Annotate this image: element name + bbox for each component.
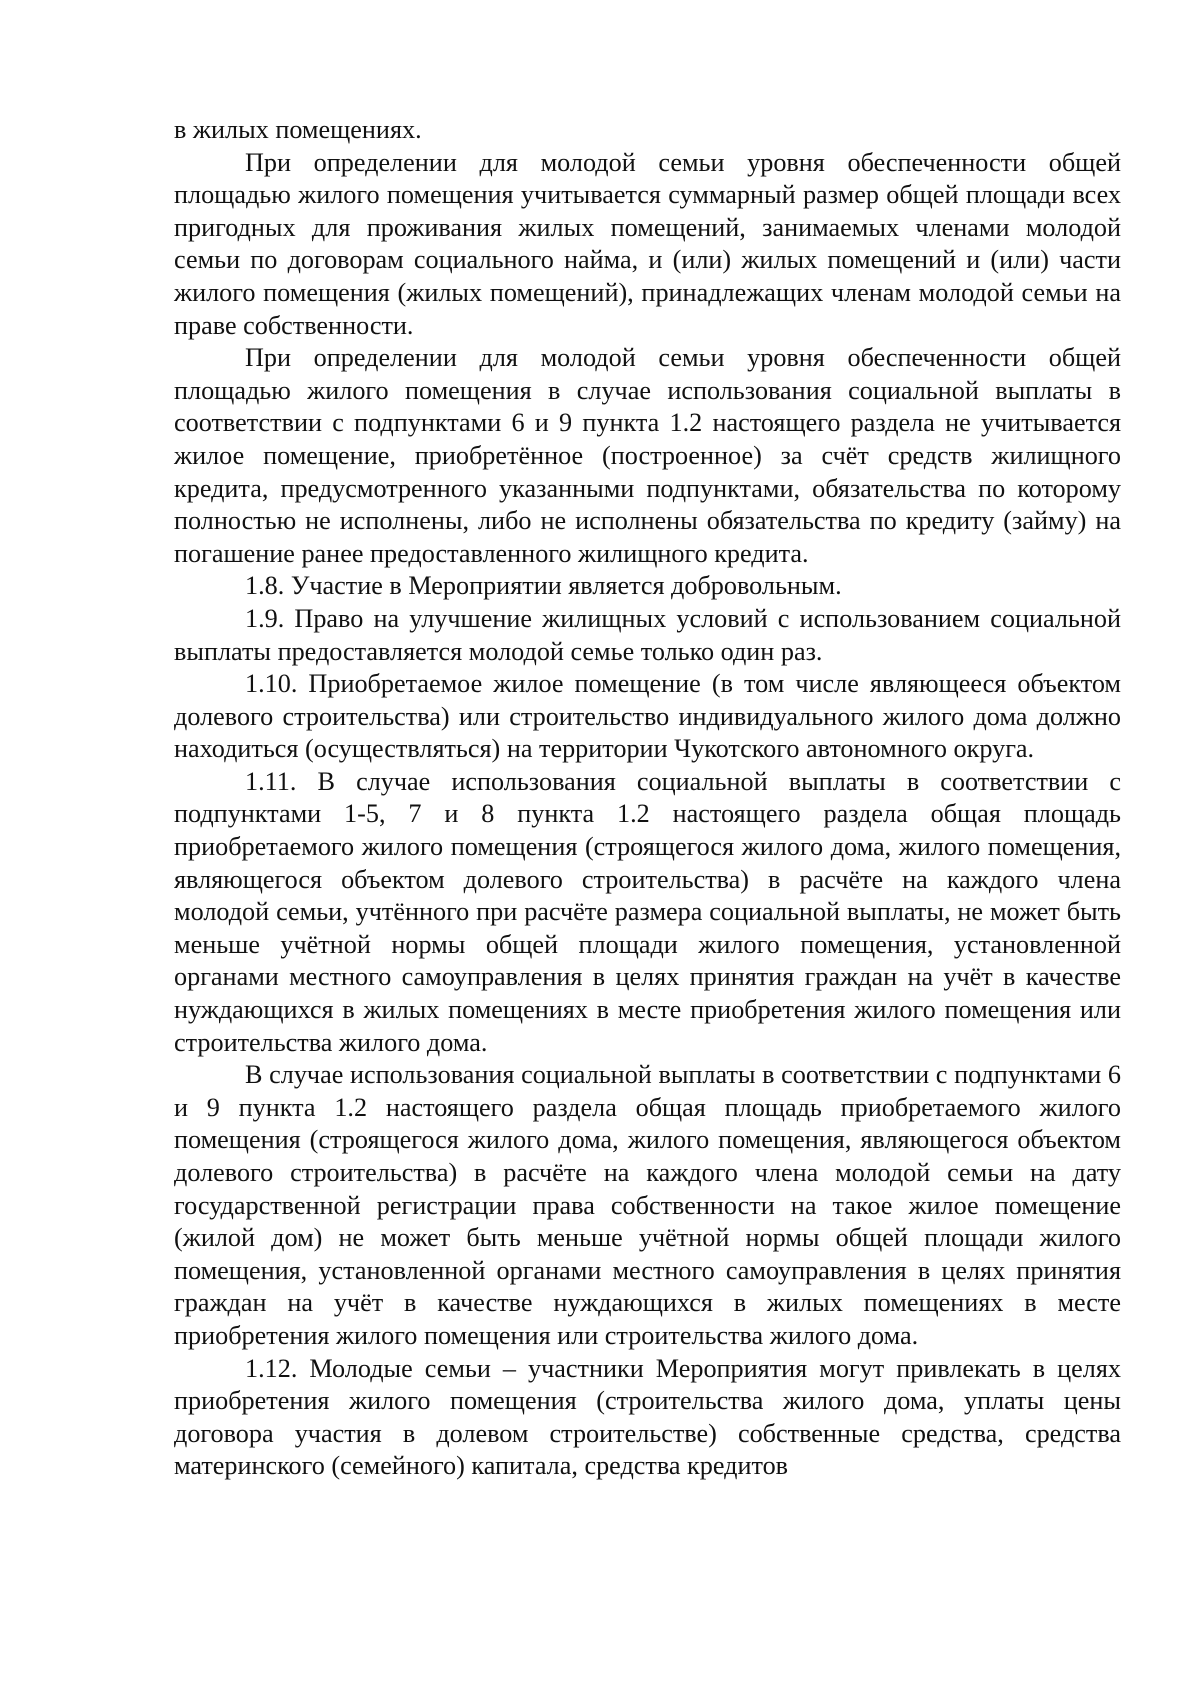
document-page	[174, 114, 1121, 1483]
paragraph-clause-1-8: 1.8. Участие в Мероприятии является добровольным.	[245, 571, 842, 601]
paragraph-clause-1-9: 1.9. Право на улучшение жилищных условий с использованием социальной выплаты предоставляется молодой семье только один раз.	[174, 603, 1121, 666]
paragraph-clause-1-11-continued: В случае использования социальной выплаты в соответствии с подпунктами 6 и 9 пункта 1.2 настоящего раздела общая площадь приобретаемого жилого помещения (строящегося жилого дома, жилого помещения, являющегося объектом долевого строительства) в расчёте на каждого члена молодой семьи на дату государственной регистрации права собственности на такое жилое помещение (жилой дом) не может быть меньше учётной нормы общей площади жилого помещения, установленной органами местного самоуправления в целях принятия граждан на учёт в качестве нуждающихся в жилых помещениях в месте приобретения жилого помещения или строительства жилого дома.	[174, 1060, 1121, 1350]
paragraph-housing-credit-exclusion: При определении для молодой семьи уровня обеспеченности общей площадью жилого помещения в случае использования социальной выплаты в соответствии с подпунктами 6 и 9 пункта 1.2 настоящего раздела не учитывается жилое помещение, приобретённое (построенное) за счёт средств жилищного кредита, предусмотренного указанными подпунктами, обязательства по которому полностью не исполнены, либо не исполнены обязательства по кредиту (займу) на погашение ранее предоставленного жилищного кредита.	[174, 343, 1121, 568]
paragraph-clause-1-12: 1.12. Молодые семьи – участники Мероприятия могут привлекать в целях приобретения жилого помещения (строительства жилого дома, уплаты цены договора участия в долевом строительстве) собственные средства, средства материнского (семейного) капитала, средства кредитов	[174, 1353, 1121, 1481]
paragraph-continuation: в жилых помещениях.	[174, 115, 422, 144]
paragraph-housing-area-calculation: При определении для молодой семьи уровня обеспеченности общей площадью жилого помещения учитывается суммарный размер общей площади всех пригодных для проживания жилых помещений, занимаемых членами молодой семьи по договорам социального найма, и (или) жилых помещений и (или) части жилого помещения (жилых помещений), принадлежащих членам молодой семьи на праве собственности.	[174, 147, 1121, 340]
paragraph-clause-1-11: 1.11. В случае использования социальной выплаты в соответствии с подпунктами 1-5, 7 и 8 пункта 1.2 настоящего раздела общая площадь приобретаемого жилого помещения (строящегося жилого дома, жилого помещения, являющегося объектом долевого строительства) в расчёте на каждого члена молодой семьи, учтённого при расчёте размера социальной выплаты, не может быть меньше учётной нормы общей площади жилого помещения, установленной органами местного самоуправления в целях принятия граждан на учёт в качестве нуждающихся в жилых помещениях в месте приобретения жилого помещения или строительства жилого дома.	[174, 766, 1121, 1057]
paragraph-clause-1-10: 1.10. Приобретаемое жилое помещение (в том числе являющееся объектом долевого строительства) или строительство индивидуального жилого дома должно находиться (осуществляться) на территории Чукотского автономного округа.	[174, 669, 1121, 764]
